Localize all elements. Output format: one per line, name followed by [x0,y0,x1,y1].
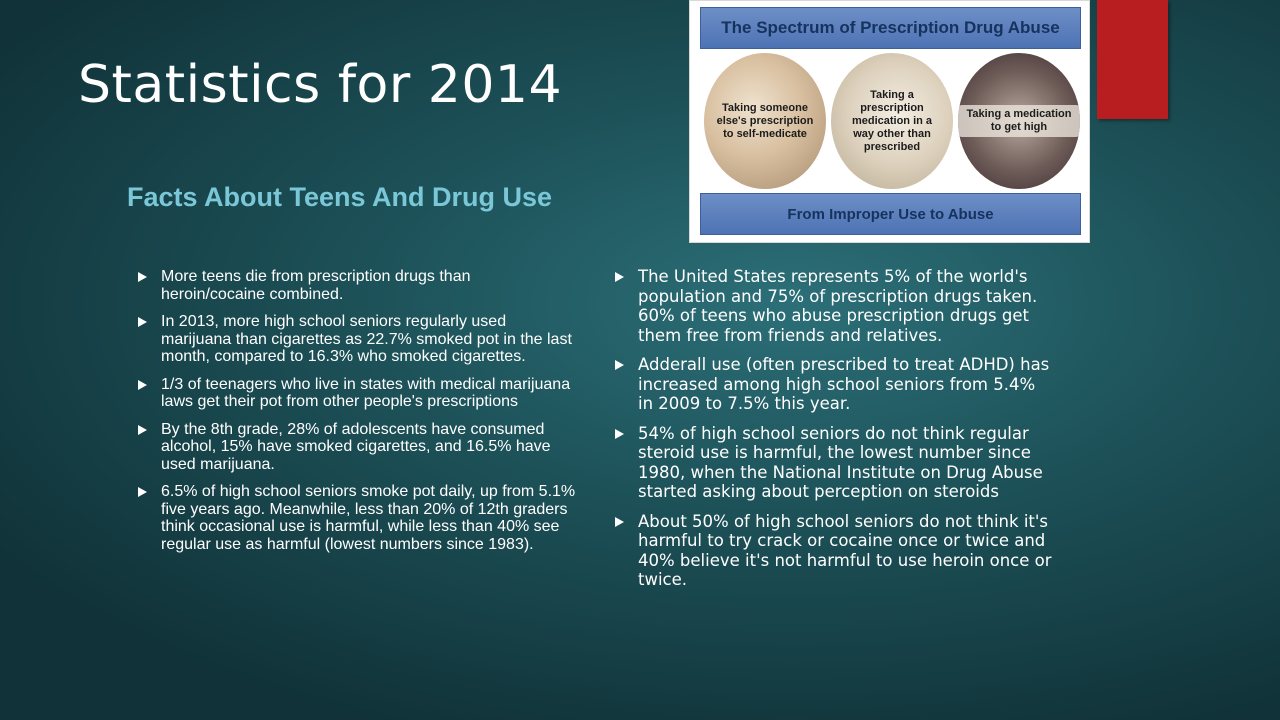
bullet-text: 54% of high school seniors do not think regular steroid use is harmful, the lowest number since 1980, when the National Institute on Drug Abuse started asking about perception on steroids [638,423,1043,501]
bullet-item [615,267,1055,345]
arrow-bullet-icon [615,360,624,370]
right-bullet-list [615,267,1055,600]
arrow-bullet-icon [138,317,147,327]
bullet-text: 1/3 of teenagers who live in states with medical marijuana laws get their pot from other people's prescriptions [161,375,571,410]
arrow-bullet-icon [615,517,624,527]
bullet-text: 6.5% of high school seniors smoke pot daily, up from 5.1% five years ago. Meanwhile, less than 20% of 12th graders think occasional use is harmful, while less than 40% see regular use as harmful (lowest numbers since 1983). [161,483,576,553]
slide-title: Statistics for 2014 [78,55,563,115]
bullet-item [615,512,1055,590]
bullet-item [138,483,578,553]
infographic-circle-get-high [958,53,1080,189]
slide-subtitle: Facts About Teens And Drug Use [127,182,553,212]
arrow-bullet-icon [615,429,624,439]
bullet-text: Adderall use (often prescribed to treat ADHD) has increased among high school seniors from 5.4% in 2009 to 7.5% this year. [638,355,1050,413]
bullet-text: By the 8th grade, 28% of adolescents have consumed alcohol, 15% have smoked cigarettes, and 16.5% have used marijuana. [161,420,551,473]
red-accent-tab [1097,0,1168,119]
infographic-circle-label: Taking a prescription medication in a way other than prescribed [851,88,933,153]
bullet-text: More teens die from prescription drugs than heroin/cocaine combined. [161,268,471,303]
bullet-item [138,313,578,366]
bullet-text: The United States represents 5% of the world's population and 75% of prescription drugs taken. 60% of teens who abuse prescription drugs get them free from friends and relatives. [638,267,1038,345]
bullet-item [615,424,1055,502]
infographic-footer: From Improper Use to Abuse [700,193,1081,235]
bullet-item [615,355,1055,414]
bullet-text: In 2013, more high school seniors regularly used marijuana than cigarettes as 22.7% smoked pot in the last month, compared to 16.3% who smoked cigarettes. [161,313,572,365]
bullet-text: About 50% of high school seniors do not think it's harmful to try crack or cocaine once or twice and 40% believe it's not harmful to use heroin once or twice. [638,511,1052,589]
arrow-bullet-icon [138,425,147,435]
infographic-circle-self-medicate [704,53,826,189]
bullet-item [138,421,578,474]
infographic-circle-label: Taking someone else's prescription to self-medicate [716,101,814,140]
arrow-bullet-icon [615,272,624,282]
arrow-bullet-icon [138,380,147,390]
bullet-item [138,268,578,303]
infographic-circle-label: Taking a medication to get high [958,105,1080,137]
arrow-bullet-icon [138,272,147,282]
left-bullet-list [138,268,578,563]
bullet-item [138,376,578,411]
arrow-bullet-icon [138,487,147,497]
infographic-circle-misuse [831,53,953,189]
infographic-header: The Spectrum of Prescription Drug Abuse [700,7,1081,49]
infographic-image [689,0,1090,243]
